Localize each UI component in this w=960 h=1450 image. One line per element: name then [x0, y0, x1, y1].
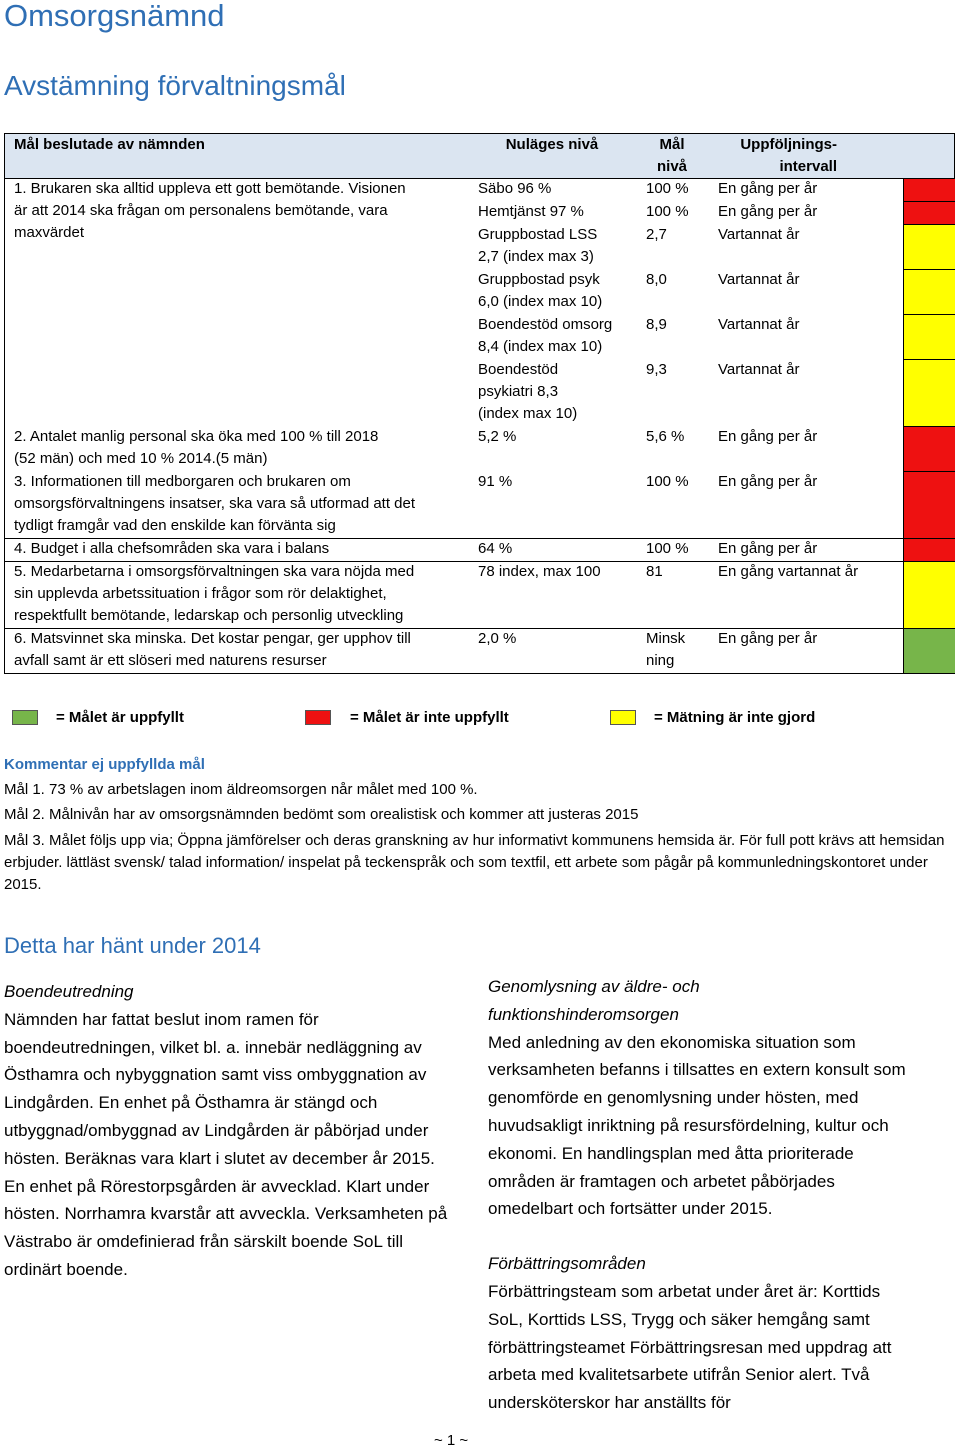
status-yellow [903, 562, 955, 628]
events-right-column [488, 973, 908, 1417]
events-title: Detta har hänt under 2014 [4, 933, 261, 958]
table-row-goal: 1. Brukaren ska alltid uppleva ett gott bemötande. Visionen är att 2014 ska frågan om personalens bemötande, vara maxvärdet [14, 180, 406, 241]
events-right-heading1: Genomlysning av äldre- och funktionshinderomsorgen [488, 977, 700, 1024]
table-row-current: 91 % [478, 473, 513, 490]
table-row-target: 8,0 [646, 271, 667, 288]
table-row-current: 2,0 % [478, 630, 517, 647]
legend-yellow-swatch [610, 710, 636, 725]
status-red [903, 472, 955, 538]
table-row-current: 5,2 % [478, 428, 517, 445]
header-follow-up: Uppföljnings- intervall [740, 136, 837, 175]
table-row-goal: 3. Informationen till medborgaren och brukaren om omsorgsförvaltningens insatser, ska vara så utformad att det tydligt framgår vad den enskilde kan förvänta sig [14, 473, 416, 534]
header-goal: Mål beslutade av nämnden [14, 136, 205, 153]
status-yellow [903, 360, 955, 426]
events-left-text2: En enhet på Rörestorpsgården är avvecklad. Klart under hösten. Norrhamra kvarstår att avveckla. Verksamheten på Västrabo är omdefinierad från särskilt boende SoL till ordinärt boende. [4, 1176, 448, 1279]
page-number: ~ 1 ~ [434, 1432, 469, 1449]
table-row-goal: 2. Antalet manlig personal ska öka med 100 % till 2018 (52 män) och med 10 % 2014.(5 män) [14, 428, 379, 467]
table-row-current: 78 index, max 100 [478, 563, 601, 580]
status-red [903, 202, 955, 224]
table-row-target: 100 % [646, 540, 689, 557]
comment-item: Mål 3. Målet följs upp via; Öppna jämförelser och deras granskning av hur informativt kommunens hemsida är. För full pott krävs att hemsidan erbjuder. lättläst svensk/ talad information/ inspelat på teckenspråk och som textfil, ett arbete som pågår på kommunledningskontoret under 2015. [4, 832, 945, 893]
table-row-goal: 6. Matsvinnet ska minska. Det kostar pengar, ger upphov till avfall samt är ett slöseri med naturens resurser [14, 630, 411, 669]
header-current: Nuläges nivå [505, 136, 599, 153]
legend-green-label: = Målet är uppfyllt [56, 709, 184, 726]
status-green [903, 629, 955, 673]
table-row-follow-up: Vartannat år [718, 226, 800, 243]
legend-red-label: = Målet är inte uppfyllt [350, 709, 509, 726]
table-row-follow-up: En gång per år [718, 203, 818, 220]
events-left-text: Nämnden har fattat beslut inom ramen för boendeutredningen, vilket bl. a. innebär nedläggning av Östhamra och nybyggnation samt viss ombyggnation av Lindgården. En enhet på Östhamra är stängd och utbyggnad/ombyggnad av Lindgården är påbörjad under hösten. Beräknas vara klart i slutet av december år 2015. [4, 1009, 435, 1168]
legend-green-swatch [12, 710, 38, 725]
table-row-goal: 4. Budget i alla chefsområden ska vara i balans [14, 540, 330, 557]
table-row-follow-up: En gång per år [718, 428, 818, 445]
header-target: Mål nivå [656, 136, 687, 175]
table-row-follow-up: Vartannat år [718, 316, 800, 333]
table-row-target: 5,6 % [646, 428, 685, 445]
table-row-follow-up: En gång per år [718, 473, 818, 490]
page-title: Omsorgsnämnd [4, 0, 225, 33]
table-row-current: Gruppbostad LSS 2,7 (index max 3) [478, 226, 598, 265]
table-row-current: 64 % [478, 540, 513, 557]
table-row-follow-up: Vartannat år [718, 361, 800, 378]
table-row-current: Boendestöd psykiatri 8,3 (index max 10) [478, 361, 578, 422]
events-left-column [4, 978, 464, 1284]
table-row-follow-up: En gång per år [718, 630, 818, 647]
table-row-current: Boendestöd omsorg 8,4 (index max 10) [478, 316, 613, 355]
legend-red-swatch [305, 710, 331, 725]
status-yellow [903, 270, 955, 314]
status-red [903, 427, 955, 471]
status-yellow [903, 225, 955, 269]
status-yellow [903, 315, 955, 359]
table-row-follow-up: En gång per år [718, 540, 818, 557]
table-row-target: 100 % [646, 473, 689, 490]
table-row-follow-up: Vartannat år [718, 271, 800, 288]
table-row-current: Hemtjänst 97 % [478, 203, 584, 220]
table-row-current: Gruppbostad psyk 6,0 (index max 10) [478, 271, 603, 310]
table-row-current: Säbo 96 % [478, 180, 552, 197]
legend-yellow-label: = Mätning är inte gjord [654, 709, 816, 726]
table-row-follow-up: En gång vartannat år [718, 563, 859, 580]
events-right-heading2: Förbättringsområden [488, 1254, 646, 1274]
table-row-goal: 5. Medarbetarna i omsorgsförvaltningen ska vara nöjda med sin upplevda arbetssituation i frågor som rör delaktighet, respektfullt bemötande, ledarskap och personlig utveckling [14, 563, 415, 624]
table-row-target: 100 % [646, 180, 689, 197]
section-title: Avstämning förvaltningsmål [4, 70, 346, 101]
comment-item: Mål 1. 73 % av arbetslagen inom äldreomsorgen når målet med 100 %. [4, 781, 478, 798]
events-right-text1: Med anledning av den ekonomiska situation som verksamheten befanns i tillsattes en extern konsult som genomförde en genomlysning under hösten, med huvudsakligt inriktning på resursfördelning, kultur och ekonomi. En handlingsplan med åtta prioriterade områden är framtagen och arbetet påbörjades omedelbart och fortsätter under 2015. [488, 1032, 906, 1219]
events-right-text2: Förbättringsteam som arbetat under året är: Korttids SoL, Korttids LSS, Trygg och säker hemgång samt förbättringsteamet Förbättringsresan med uppdrag att arbeta med kvalitetsarbete utifrån Senior alert. Två undersköterskor har anställts för [488, 1281, 892, 1413]
table-row-target: 2,7 [646, 226, 667, 243]
status-red [903, 539, 955, 561]
comments-title: Kommentar ej uppfyllda mål [4, 756, 205, 773]
events-left-heading: Boendeutredning [4, 982, 134, 1001]
table-row-target: 100 % [646, 203, 689, 220]
table-row-target: 8,9 [646, 316, 667, 333]
table-row-follow-up: En gång per år [718, 180, 818, 197]
comment-item: Mål 2. Målnivån har av omsorgsnämnden bedömt som orealistisk och kommer att justeras 2015 [4, 806, 639, 823]
table-row-target: 81 [646, 563, 663, 580]
table-row-target: Minsk ning [646, 630, 686, 669]
status-red [903, 179, 955, 201]
table-row-target: 9,3 [646, 361, 667, 378]
